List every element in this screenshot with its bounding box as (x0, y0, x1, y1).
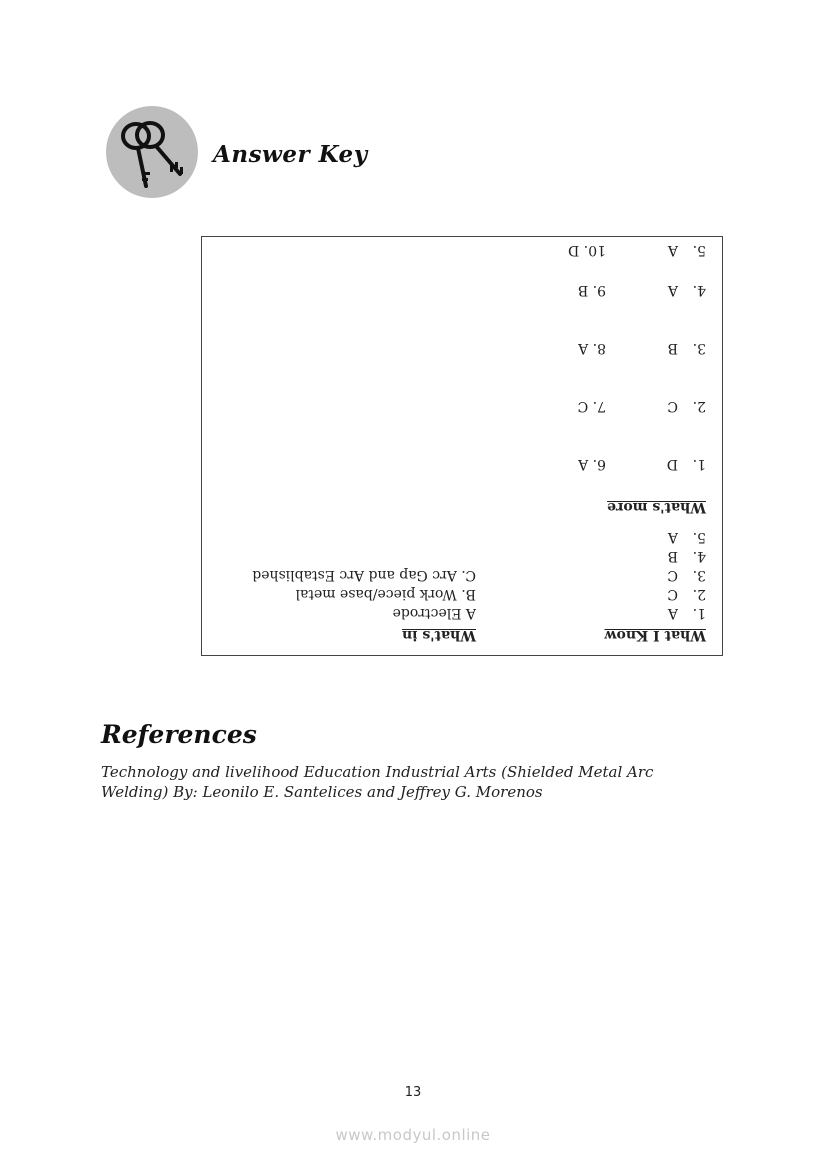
watermark: www.modyul.online (335, 1126, 491, 1144)
list-item: 8. A (578, 340, 606, 356)
list-item: A Electrode (392, 605, 476, 621)
list-item: 1.D (666, 456, 706, 472)
list-item: B. Work piece/base metal (295, 586, 476, 602)
list-item: 6. A (578, 456, 606, 472)
list-item: 2.C (667, 586, 706, 602)
list-item: 1.A (667, 605, 706, 621)
whats-in-heading: What's in (402, 627, 476, 643)
answer-key-title: Answer Key (213, 141, 368, 168)
list-item: 10. D (568, 242, 606, 258)
list-item: 5.A (667, 529, 706, 545)
references-heading: References (101, 720, 257, 749)
what-i-know-heading: What I Know (604, 627, 706, 643)
answer-key-box (201, 236, 723, 656)
whats-more-heading: What's more (607, 499, 706, 515)
reference-line: Technology and livelihood Education Industrial Arts (Shielded Metal Arc (101, 763, 654, 781)
keys-icon (106, 106, 198, 198)
page-number: 13 (404, 1085, 422, 1100)
list-item: 3.B (667, 340, 706, 356)
list-item: 2.C (667, 398, 706, 414)
list-item: 3.C (667, 567, 706, 583)
answer-key-content (202, 237, 722, 655)
list-item: 4.B (667, 548, 706, 564)
reference-line: Welding) By: Leonilo E. Santelices and Jeffrey G. Morenos (101, 783, 543, 801)
list-item: C. Arc Gap and Arc Established (252, 567, 476, 583)
list-item: 5.A (667, 242, 706, 258)
list-item: 9. B (577, 282, 606, 298)
list-item: 7. C (577, 398, 606, 414)
list-item: 4.A (667, 282, 706, 298)
